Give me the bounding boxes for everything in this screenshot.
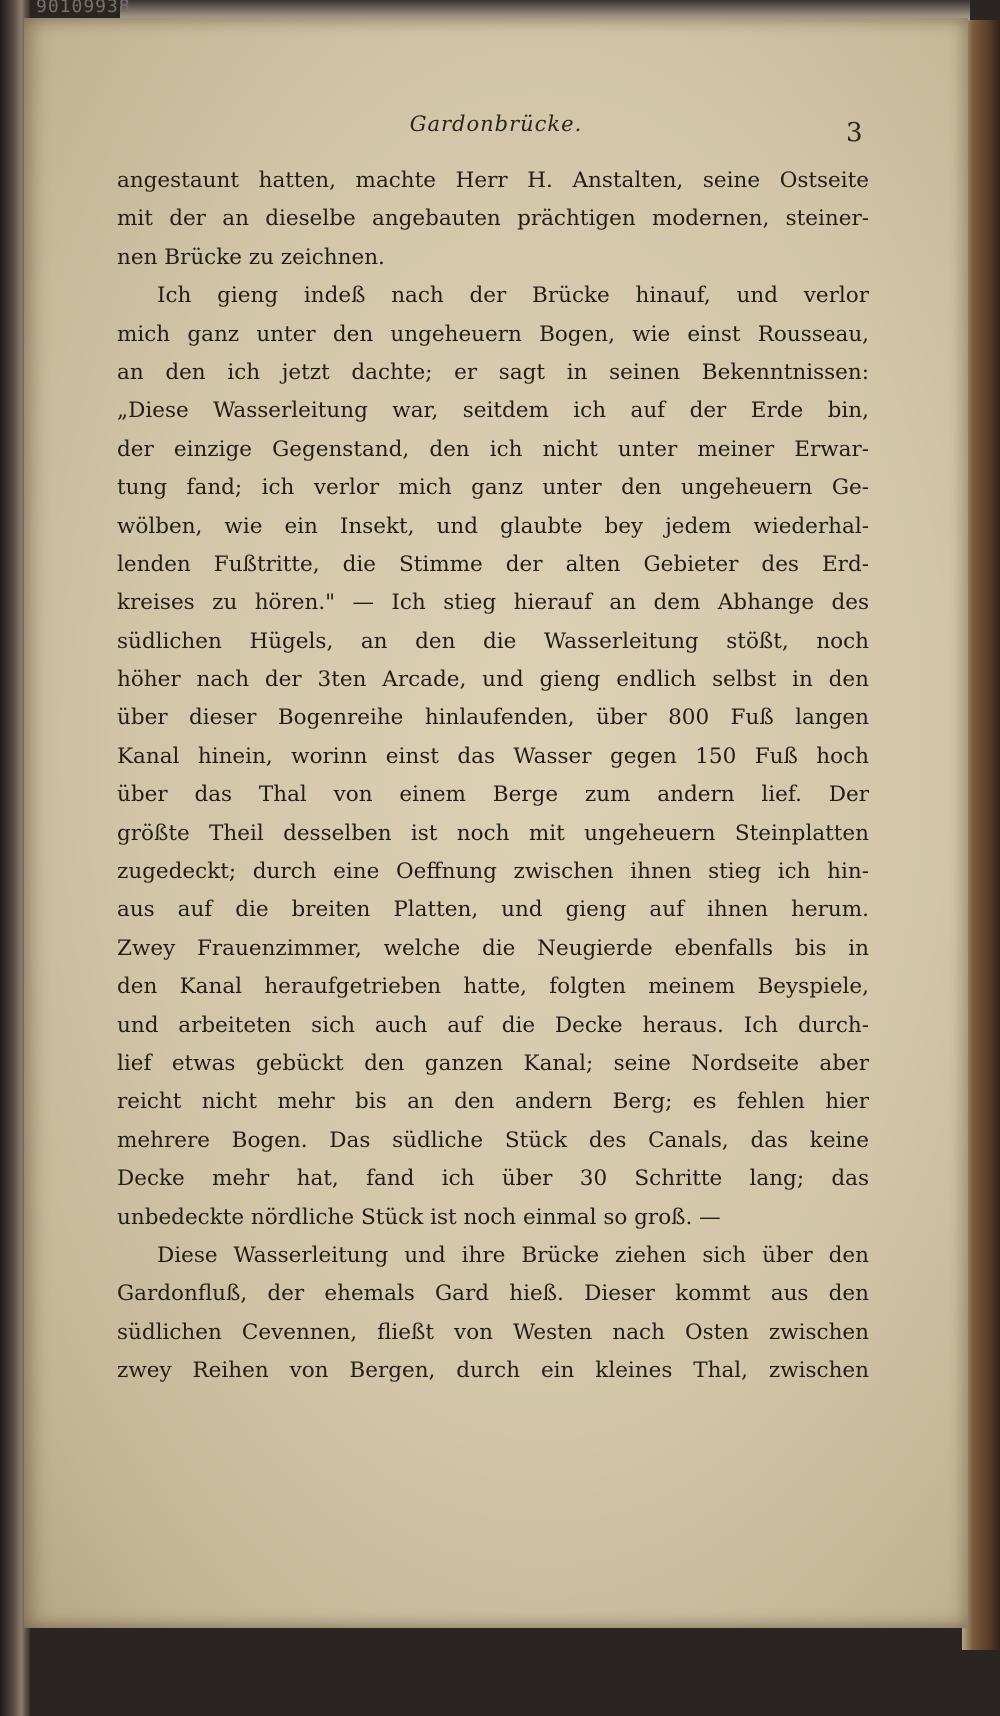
text-line: „Diese Wasserleitung war, seitdem ich auf der Erde bin, bbox=[117, 398, 869, 424]
text-line: über dieser Bogenreihe hinlaufenden, über 800 Fuß langen bbox=[117, 705, 869, 731]
text-line: wölben, wie ein Insekt, und glaubte bey jedem wiederhal- bbox=[117, 513, 869, 539]
text-line: Decke mehr hat, fand ich über 30 Schritte lang; das bbox=[117, 1166, 869, 1192]
text-line: mehrere Bogen. Das südliche Stück des Canals, das keine bbox=[117, 1127, 869, 1153]
text-line: und arbeiteten sich auch auf die Decke heraus. Ich durch- bbox=[117, 1012, 869, 1038]
text-line: Gardonfluß, der ehemals Gard hieß. Dieser kommt aus den bbox=[117, 1281, 869, 1307]
text-line: zugedeckt; durch eine Oeffnung zwischen ihnen stieg ich hin- bbox=[117, 859, 869, 885]
text-line: kreises zu hören." — Ich stieg hierauf an dem Abhange des bbox=[117, 590, 869, 616]
text-line: der einzige Gegenstand, den ich nicht unter meiner Erwar- bbox=[117, 436, 869, 462]
text-line: größte Theil desselben ist noch mit ungeheuern Steinplatten bbox=[117, 820, 869, 846]
running-head: Gardonbrücke. bbox=[409, 112, 583, 136]
page-number: 3 bbox=[846, 118, 863, 148]
text-line: nen Brücke zu zeichnen. bbox=[117, 244, 385, 270]
text-line: zwey Reihen von Bergen, durch ein kleines Thal, zwischen bbox=[117, 1358, 869, 1384]
text-line: den Kanal heraufgetrieben hatte, folgten meinem Beyspiele, bbox=[117, 974, 869, 1000]
text-line: lief etwas gebückt den ganzen Kanal; seine Nordseite aber bbox=[117, 1050, 869, 1076]
text-line: Ich gieng indeß nach der Brücke hinauf, und verlor bbox=[157, 283, 869, 309]
text-line: höher nach der 3ten Arcade, und gieng endlich selbst in den bbox=[117, 667, 869, 693]
text-line: südlichen Cevennen, fließt von Westen nach Osten zwischen bbox=[117, 1319, 869, 1345]
page-header bbox=[24, 112, 968, 152]
text-line: Kanal hinein, worinn einst das Wasser gegen 150 Fuß hoch bbox=[117, 743, 869, 769]
text-line: tung fand; ich verlor mich ganz unter den ungeheuern Ge- bbox=[117, 475, 869, 501]
text-line: aus auf die breiten Platten, und gieng auf ihnen herum. bbox=[117, 897, 869, 923]
text-line: reicht nicht mehr bis an den andern Berg; es fehlen hier bbox=[117, 1089, 869, 1115]
text-line: mich ganz unter den ungeheuern Bogen, wie einst Rousseau, bbox=[117, 321, 869, 347]
text-line: Zwey Frauenzimmer, welche die Neugierde ebenfalls bis in bbox=[117, 935, 869, 961]
body-text bbox=[117, 162, 869, 1391]
catalog-stamp: 90109938 bbox=[36, 0, 131, 17]
text-line: südlichen Hügels, an den die Wasserleitung stößt, noch bbox=[117, 628, 869, 654]
text-line: lenden Fußtritte, die Stimme der alten Gebieter des Erd- bbox=[117, 551, 869, 577]
text-line: angestaunt hatten, machte Herr H. Anstalten, seine Ostseite bbox=[117, 168, 869, 193]
text-line: unbedeckte nördliche Stück ist noch einmal so groß. — bbox=[117, 1204, 721, 1230]
text-line: über das Thal von einem Berge zum andern lief. Der bbox=[117, 782, 869, 808]
text-line: Diese Wasserleitung und ihre Brücke ziehen sich über den bbox=[157, 1242, 869, 1268]
text-line: an den ich jetzt dachte; er sagt in seinen Bekenntnissen: bbox=[117, 359, 869, 385]
text-line: mit der an dieselbe angebauten prächtigen modernen, steiner- bbox=[117, 206, 869, 232]
